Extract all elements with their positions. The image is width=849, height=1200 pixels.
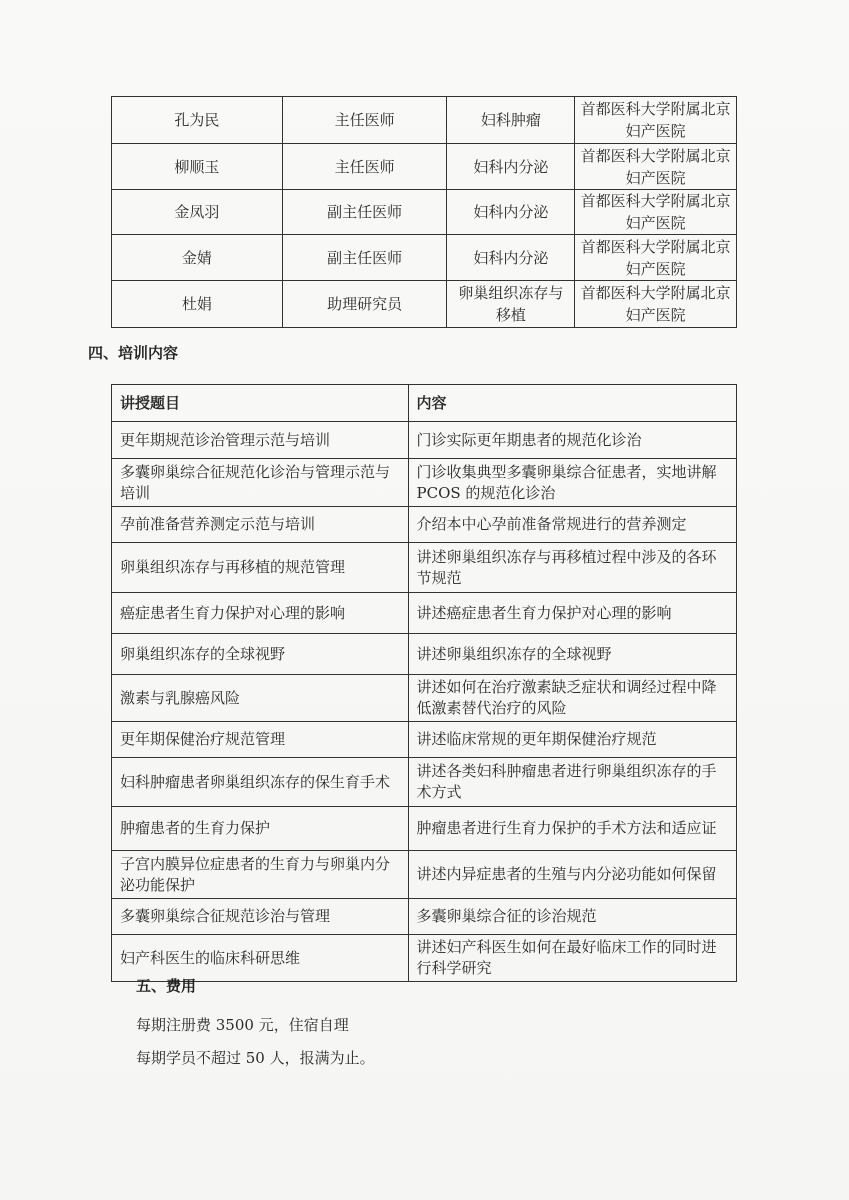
table-row: [112, 97, 737, 144]
header-topic: 讲授题目: [112, 385, 409, 422]
training-topic: 多囊卵巢综合征规范化诊治与管理示范与培训: [112, 459, 409, 507]
table-row: [112, 543, 737, 593]
training-topic: 卵巢组织冻存与再移植的规范管理: [112, 543, 409, 593]
training-content: 讲述临床常规的更年期保健治疗规范: [408, 722, 737, 758]
training-content: 门诊实际更年期患者的规范化诊治: [408, 422, 737, 459]
training-topic: 更年期规范诊治管理示范与培训: [112, 422, 409, 459]
table-row: [112, 281, 737, 328]
training-content: 讲述内异症患者的生殖与内分泌功能如何保留: [408, 851, 737, 899]
table-row: [112, 807, 737, 851]
staff-hospital: 首都医科大学附属北京妇产医院: [575, 190, 737, 235]
staff-specialty: 妇科内分泌: [447, 190, 575, 235]
training-topic: 妇产科医生的临床科研思维: [112, 935, 409, 982]
section-heading-training: 四、培训内容: [88, 344, 179, 362]
staff-specialty: 卵巢组织冻存与移植: [447, 281, 575, 328]
staff-name: 金婧: [112, 235, 283, 281]
table-header-row: [112, 385, 737, 422]
training-content: 讲述妇产科医生如何在最好临床工作的同时进行科学研究: [408, 935, 737, 982]
staff-name: 柳顺玉: [112, 144, 283, 190]
staff-specialty: 妇科内分泌: [447, 235, 575, 281]
table-row: [112, 634, 737, 675]
staff-name: 金凤羽: [112, 190, 283, 235]
enrollment-limit-line: 每期学员不超过 50 人，报满为止。: [136, 1049, 375, 1067]
fee-line: 每期注册费 3500 元，住宿自理: [136, 1016, 349, 1034]
section-heading-fees: 五、费用: [136, 977, 197, 995]
header-content: 内容: [408, 385, 737, 422]
staff-title: 助理研究员: [282, 281, 447, 328]
table-row: [112, 899, 737, 935]
training-topic: 卵巢组织冻存的全球视野: [112, 634, 409, 675]
staff-title: 主任医师: [282, 97, 447, 144]
training-content: 讲述卵巢组织冻存的全球视野: [408, 634, 737, 675]
staff-name: 杜娟: [112, 281, 283, 328]
training-content: 多囊卵巢综合征的诊治规范: [408, 899, 737, 935]
staff-title: 副主任医师: [282, 190, 447, 235]
table-row: [112, 144, 737, 190]
training-content: 讲述如何在治疗激素缺乏症状和调经过程中降低激素替代治疗的风险: [408, 675, 737, 722]
training-table: [111, 384, 737, 982]
staff-name: 孔为民: [112, 97, 283, 144]
training-content: 讲述卵巢组织冻存与再移植过程中涉及的各环节规范: [408, 543, 737, 593]
table-row: [112, 235, 737, 281]
staff-title: 主任医师: [282, 144, 447, 190]
table-row: [112, 593, 737, 634]
table-row: [112, 851, 737, 899]
training-content: 讲述癌症患者生育力保护对心理的影响: [408, 593, 737, 634]
training-content: 肿瘤患者进行生育力保护的手术方法和适应证: [408, 807, 737, 851]
staff-specialty: 妇科内分泌: [447, 144, 575, 190]
training-topic: 更年期保健治疗规范管理: [112, 722, 409, 758]
training-content: 介绍本中心孕前准备常规进行的营养测定: [408, 507, 737, 543]
staff-hospital: 首都医科大学附属北京妇产医院: [575, 235, 737, 281]
staff-title: 副主任医师: [282, 235, 447, 281]
training-content: 门诊收集典型多囊卵巢综合征患者，实地讲解 PCOS 的规范化诊治: [408, 459, 737, 507]
training-topic: 妇科肿瘤患者卵巢组织冻存的保生育手术: [112, 758, 409, 807]
table-row: [112, 722, 737, 758]
table-row: [112, 190, 737, 235]
table-row: [112, 935, 737, 982]
training-topic: 多囊卵巢综合征规范诊治与管理: [112, 899, 409, 935]
training-topic: 激素与乳腺癌风险: [112, 675, 409, 722]
table-row: [112, 422, 737, 459]
staff-hospital: 首都医科大学附属北京妇产医院: [575, 144, 737, 190]
training-topic: 子宫内膜异位症患者的生育力与卵巢内分泌功能保护: [112, 851, 409, 899]
training-topic: 癌症患者生育力保护对心理的影响: [112, 593, 409, 634]
training-topic: 肿瘤患者的生育力保护: [112, 807, 409, 851]
staff-table: [111, 96, 737, 328]
table-row: [112, 459, 737, 507]
table-row: [112, 758, 737, 807]
staff-hospital: 首都医科大学附属北京妇产医院: [575, 281, 737, 328]
training-content: 讲述各类妇科肿瘤患者进行卵巢组织冻存的手术方式: [408, 758, 737, 807]
table-row: [112, 507, 737, 543]
staff-hospital: 首都医科大学附属北京妇产医院: [575, 97, 737, 144]
training-topic: 孕前准备营养测定示范与培训: [112, 507, 409, 543]
table-row: [112, 675, 737, 722]
staff-specialty: 妇科肿瘤: [447, 97, 575, 144]
